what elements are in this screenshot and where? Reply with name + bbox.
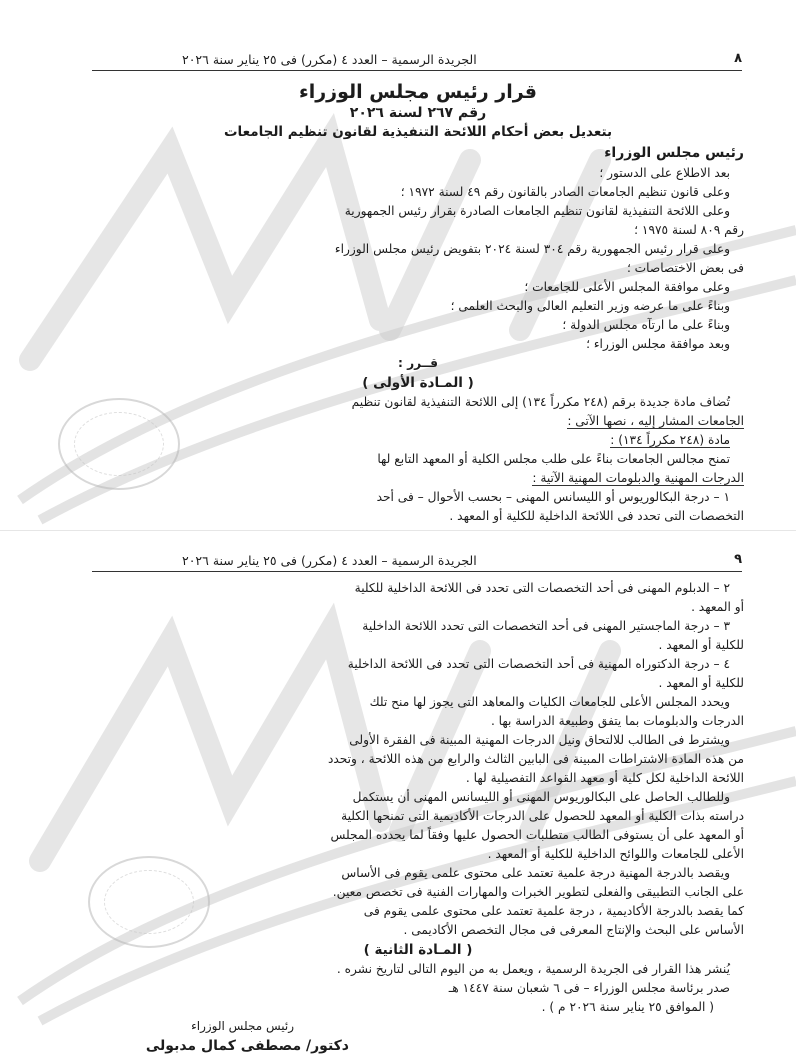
paragraph-line: ٢ – الدبلوم المهنى فى أحد التخصصات التى تحدد فى اللائحة الداخلية للكلية	[354, 581, 730, 595]
page-number: ٩	[734, 552, 742, 567]
paragraph-line: أو المعهد على أن يستوفى الطالب متطلبات الحصول عليها وفقاً لما يحدده المجلس	[330, 828, 744, 842]
signature-title: رئيس مجلس الوزراء	[191, 1019, 294, 1033]
paragraph-line: أو المعهد .	[691, 600, 744, 614]
article-1-intro: تُضاف مادة جديدة برقم (٢٤٨ مكرراً ١٣٤) إلى اللائحة التنفيذية لقانون تنظيم	[351, 395, 730, 409]
paragraph-line: ٤ – درجة الدكتوراه المهنية فى أحد التخصصات التى تحدد فى اللائحة الداخلية	[347, 657, 730, 671]
preamble-line: وبناءً على ما ارتآه مجلس الدولة ؛	[562, 318, 730, 332]
gazette-header-title: الجريدة الرسمية – العدد ٤ (مكرر) فى ٢٥ يناير سنة ٢٠٢٦	[182, 553, 477, 568]
decree-title: قرار رئيس مجلس الوزراء	[299, 81, 537, 103]
paragraph-line: الأساس على البحث والإنتاج المعرفى فى مجال التخصص الأكاديمى .	[403, 923, 744, 937]
paragraph-line: للكلية أو المعهد .	[658, 676, 744, 690]
paragraph-line: الأعلى للجامعات واللوائح الداخلية للكلية أو المعهد .	[487, 847, 744, 861]
paragraph-line: ٣ – درجة الماجستير المهنى فى أحد التخصصات التى تحدد اللائحة الداخلية	[362, 619, 730, 633]
paragraph-line: على الجانب التطبيقى والفعلى لتطوير الخبرات والمهارات الفنية فى تخصص معين.	[332, 885, 744, 899]
paragraph-line: ويحدد المجلس الأعلى للجامعات الكليات والمعاهد التى يجوز لها منح تلك	[369, 695, 730, 709]
new-article-label: مادة (٢٤٨ مكرراً ١٣٤) :	[610, 433, 730, 447]
article-1-heading: ( المـادة الأولى )	[362, 375, 474, 391]
paragraph-line: ويشترط فى الطالب للالتحاق ونيل الدرجات المهنية المبينة فى الفقرة الأولى	[349, 733, 730, 747]
paragraph-line: كما يقصد بالدرجة الأكاديمية ، درجة علمية تعتمد على محتوى علمى يقوم فى	[363, 904, 744, 918]
degree-item-1: ١ – درجة البكالوريوس أو الليسانس المهنى – بحسب الأحوال – فى أحد	[376, 490, 730, 504]
decree-number: رقم ٢٦٧ لسنة ٢٠٢٦	[349, 105, 487, 121]
preamble-line: وعلى اللائحة التنفيذية لقانون تنظيم الجامعات الصادرة بقرار رئيس الجمهورية	[344, 204, 730, 218]
preamble-line: فى بعض الاختصاصات ؛	[626, 261, 744, 275]
preamble-line: وعلى موافقة المجلس الأعلى للجامعات ؛	[524, 280, 730, 294]
preamble-line: وبناءً على ما عرضه وزير التعليم العالى والبحث العلمى ؛	[450, 299, 730, 313]
degree-item-1-cont: التخصصات التى تحدد فى اللائحة الداخلية للكلية أو المعهد .	[449, 509, 744, 523]
page-number: ٨	[734, 51, 742, 66]
preamble-line: وعلى قانون تنظيم الجامعات الصادر بالقانون رقم ٤٩ لسنة ١٩٧٢ ؛	[400, 185, 730, 199]
issued-at-gregorian: ( الموافق ٢٥ يناير سنة ٢٠٢٦ م ) .	[541, 1000, 714, 1014]
issued-at: صدر برئاسة مجلس الوزراء – فى ٦ شعبان سنة ١٤٤٧ هـ	[448, 981, 730, 995]
gazette-page-9	[0, 530, 796, 1054]
paragraph-line: ويقصد بالدرجة المهنية درجة علمية تعتمد على محتوى علمى يقوم فى الأساس	[341, 866, 730, 880]
article-2-heading: ( المـادة الثانية )	[363, 942, 473, 958]
paragraph-line: الدرجات والدبلومات بما يتفق وطبيعة الدراسة بها .	[490, 714, 744, 728]
preamble-line: وعلى قرار رئيس الجمهورية رقم ٣٠٤ لسنة ٢٠٢٤ بتفويض رئيس مجلس الوزراء	[334, 242, 730, 256]
issuer-heading: رئيس مجلس الوزراء	[604, 145, 744, 161]
paragraph-line: من هذه المادة الاشتراطات المبينة فى البابين الثالث والرابع من هذه اللائحة ، وتحدد	[327, 752, 744, 766]
paragraph-line: للكلية أو المعهد .	[658, 638, 744, 652]
gazette-header-title: الجريدة الرسمية – العدد ٤ (مكرر) فى ٢٥ يناير سنة ٢٠٢٦	[182, 52, 477, 67]
running-header	[92, 50, 742, 71]
article-2-text: يُنشر هذا القرار فى الجريدة الرسمية ، ويعمل به من اليوم التالى لتاريخ نشره .	[336, 962, 730, 976]
article-1-intro-cont	[92, 412, 744, 431]
new-article-text: تمنح مجالس الجامعات بناءً على طلب مجلس الكلية أو المعهد التابع لها	[377, 452, 730, 466]
running-header	[92, 551, 742, 572]
paragraph-line: وللطالب الحاصل على البكالوريوس المهنى أو الليسانس المهنى أن يستكمل	[352, 790, 730, 804]
preamble-line: وبعد موافقة مجلس الوزراء ؛	[586, 337, 730, 351]
decided-heading: قــرر :	[397, 356, 439, 370]
decree-body-continued	[92, 579, 744, 1057]
new-article-label-line	[92, 431, 744, 450]
new-article-text-cont: الدرجات المهنية والدبلومات المهنية الآتية :	[532, 471, 744, 485]
preamble-line: رقم ٨٠٩ لسنة ١٩٧٥ ؛	[634, 223, 744, 237]
article-1-intro-cont-text: الجامعات المشار إليه ، نصها الآتى :	[567, 414, 744, 428]
preamble-line: بعد الاطلاع على الدستور ؛	[599, 166, 730, 180]
decree-body	[92, 80, 744, 526]
paragraph-line: دراسته بذات الكلية أو المعهد للحصول على الدرجات الأكاديمية التى تمنحها الكلية	[341, 809, 744, 823]
signature-name: دكتور/ مصطفى كمال مدبولى	[145, 1038, 349, 1054]
new-article-text-cont-line	[92, 469, 744, 488]
paragraph-line: اللائحة الداخلية لكل كلية أو معهد القواعد التفصيلية لها .	[465, 771, 744, 785]
decree-subject: بتعديل بعض أحكام اللائحة التنفيذية لقانون تنظيم الجامعات	[223, 124, 613, 140]
